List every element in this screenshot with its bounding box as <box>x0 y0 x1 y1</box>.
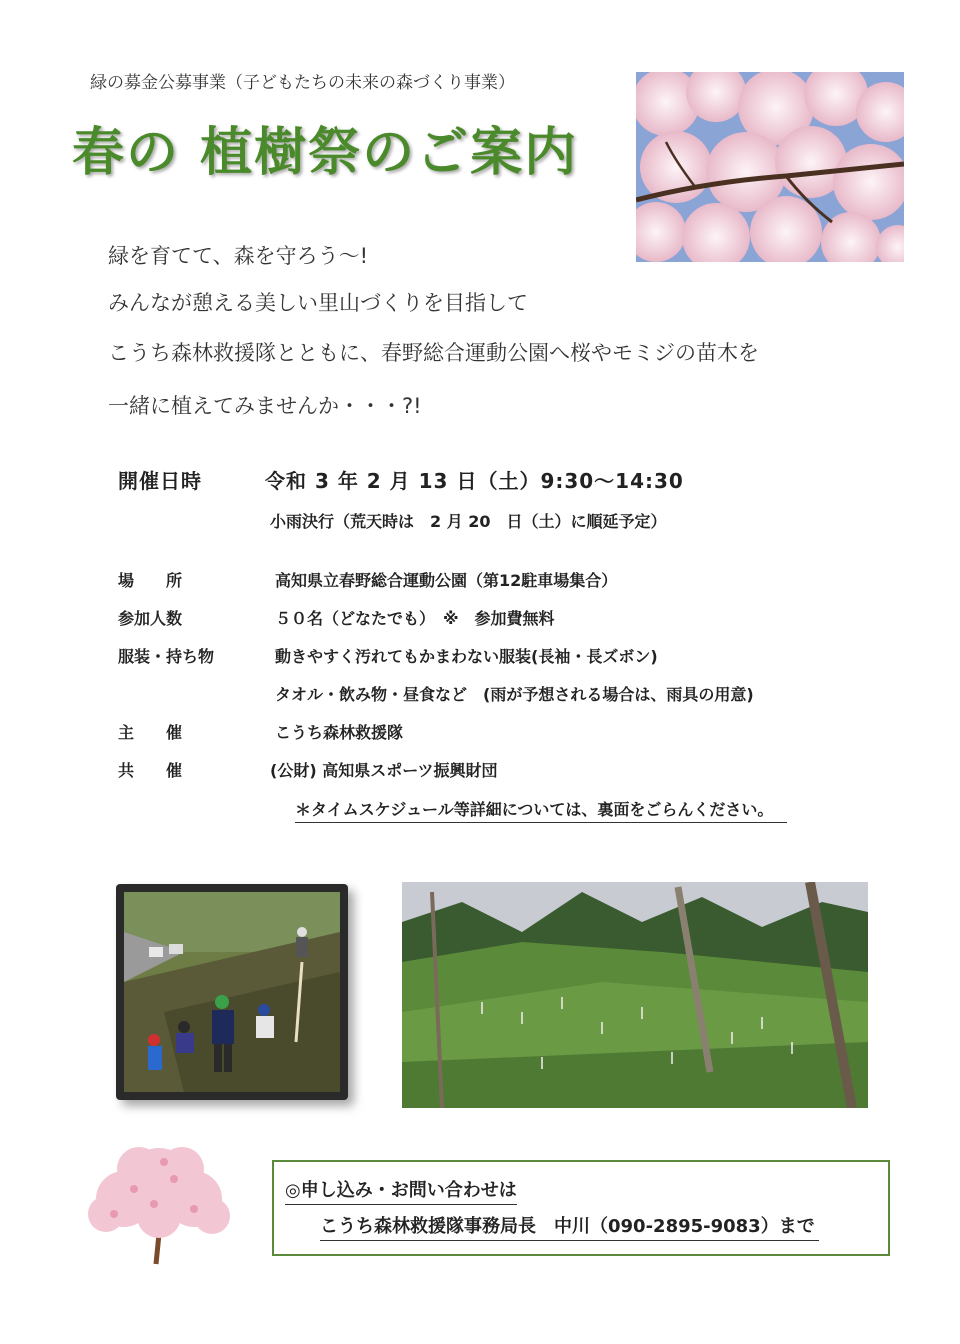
intro-line-1: 緑を育てて、森を守ろう～! <box>108 244 368 268</box>
clothing-label: 服装・持ち物 <box>118 647 215 666</box>
contact-heading: ◎申し込み・お問い合わせは <box>285 1176 517 1205</box>
page-title: 春の 植樹祭のご案内 <box>72 122 579 183</box>
contact-box <box>272 1160 890 1256</box>
clothing-value-2: タオル・飲み物・昼食など (雨が予想される場合は、雨具の用意) <box>275 685 754 704</box>
intro-line-3: こうち森林救援隊とともに、春野総合運動公園へ桜やモミジの苗木を <box>108 341 759 365</box>
participants-value: ５０名（どなたでも） ※ 参加費無料 <box>275 609 555 628</box>
schedule-note: ＊タイムスケジュール等詳細については、裏面をごらんください。 <box>295 797 787 823</box>
clothing-value-1: 動きやすく汚れてもかまわない服装(長袖・長ズボン) <box>275 647 658 666</box>
contact-person: こうち森林救援隊事務局長 中川（090-2895-9083）まで <box>320 1212 819 1241</box>
cherry-blossom-photo <box>636 72 904 262</box>
header-subtitle: 緑の募金公募事業（子どもたちの未来の森づくり事業） <box>90 73 515 93</box>
cherry-tree-illustration <box>84 1144 234 1266</box>
date-label: 開催日時 <box>118 469 202 493</box>
volunteers-planting-photo <box>124 892 340 1092</box>
place-label: 場 所 <box>118 571 183 590</box>
planted-hillside-photo <box>402 882 868 1108</box>
intro-line-4: 一緒に植えてみませんか・・・?! <box>108 394 422 418</box>
place-value: 高知県立春野総合運動公園（第12駐車場集合） <box>275 571 618 590</box>
participants-label: 参加人数 <box>118 609 183 628</box>
cosponsor-label: 共 催 <box>118 761 183 780</box>
organizer-value: こうち森林救援隊 <box>275 723 404 742</box>
date-note: 小雨決行（荒天時は 2 月 20 日（土）に順延予定） <box>270 512 667 531</box>
organizer-label: 主 催 <box>118 723 183 742</box>
date-value: 令和 3 年 2 月 13 日（土）9:30～14:30 <box>265 469 684 493</box>
intro-line-2: みんなが憩える美しい里山づくりを目指して <box>108 291 528 315</box>
cosponsor-value: (公財) 高知県スポーツ振興財団 <box>270 761 498 780</box>
